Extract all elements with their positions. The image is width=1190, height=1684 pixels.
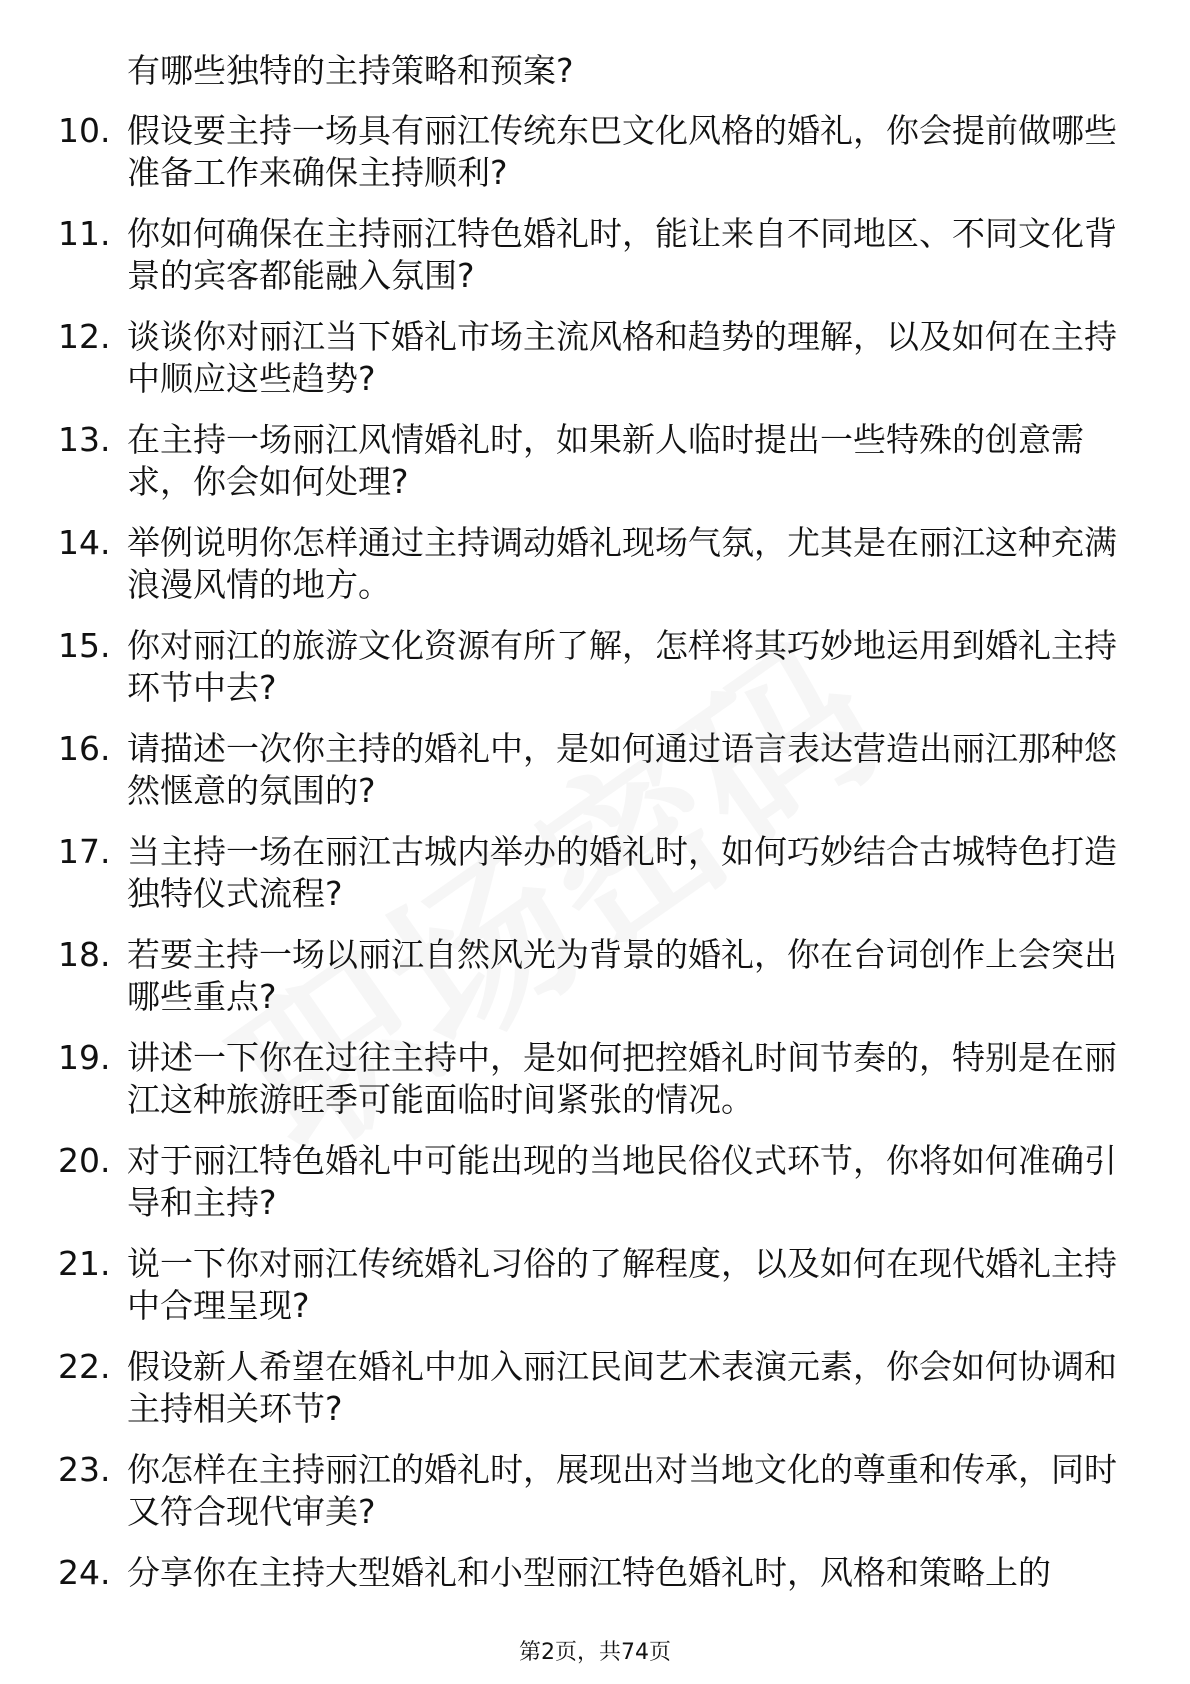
question-text: 当主持一场在丽江古城内举办的婚礼时，如何巧妙结合古城特色打造独特仪式流程? xyxy=(127,832,1117,913)
question-text: 讲述一下你在过往主持中，是如何把控婚礼时间节奏的，特别是在丽江这种旅游旺季可能面临时间紧张的情况。 xyxy=(127,1038,1117,1119)
question-text: 你如何确保在主持丽江特色婚礼时，能让来自不同地区、不同文化背景的宾客都能融入氛围? xyxy=(127,214,1117,295)
question-number: 18. xyxy=(58,935,111,974)
question-text: 你对丽江的旅游文化资源有所了解，怎样将其巧妙地运用到婚礼主持环节中去? xyxy=(127,626,1117,707)
question-number: 17. xyxy=(58,832,111,871)
question-number: 22. xyxy=(58,1347,111,1386)
question-number: 13. xyxy=(58,420,111,459)
question-text: 你怎样在主持丽江的婚礼时，展现出对当地文化的尊重和传承，同时又符合现代审美? xyxy=(127,1450,1117,1531)
question-number: 11. xyxy=(58,214,111,253)
question-text: 分享你在主持大型婚礼和小型丽江特色婚礼时，风格和策略上的 xyxy=(127,1553,1051,1592)
list-item xyxy=(0,213,1190,316)
list-item xyxy=(0,831,1190,934)
list-item xyxy=(0,728,1190,831)
question-number: 23. xyxy=(58,1450,111,1489)
question-text: 说一下你对丽江传统婚礼习俗的了解程度，以及如何在现代婚礼主持中合理呈现? xyxy=(127,1244,1117,1325)
list-item xyxy=(0,1140,1190,1243)
question-text: 请描述一次你主持的婚礼中，是如何通过语言表达营造出丽江那种悠然惬意的氛围的? xyxy=(127,729,1117,810)
question-text: 举例说明你怎样通过主持调动婚礼现场气氛，尤其是在丽江这种充满浪漫风情的地方。 xyxy=(127,523,1117,604)
list-item xyxy=(0,1243,1190,1346)
question-number: 14. xyxy=(58,523,111,562)
question-text: 假设新人希望在婚礼中加入丽江民间艺术表演元素，你会如何协调和主持相关环节? xyxy=(127,1347,1117,1428)
question-list xyxy=(0,110,1190,1655)
question-text: 在主持一场丽江风情婚礼时，如果新人临时提出一些特殊的创意需求，你会如何处理? xyxy=(127,420,1084,501)
question-number: 15. xyxy=(58,626,111,665)
question-number: 19. xyxy=(58,1038,111,1077)
continued-question-text: 有哪些独特的主持策略和预案? xyxy=(127,51,574,90)
list-item xyxy=(0,316,1190,419)
question-text: 对于丽江特色婚礼中可能出现的当地民俗仪式环节，你将如何准确引导和主持? xyxy=(127,1141,1117,1222)
list-item xyxy=(0,1346,1190,1449)
question-number: 16. xyxy=(58,729,111,768)
list-item xyxy=(0,522,1190,625)
list-item xyxy=(0,419,1190,522)
question-number: 20. xyxy=(58,1141,111,1180)
question-number: 10. xyxy=(58,111,111,150)
list-item xyxy=(0,625,1190,728)
page-footer: 第2页，共74页 xyxy=(519,1640,671,1665)
question-number: 21. xyxy=(58,1244,111,1283)
question-text: 谈谈你对丽江当下婚礼市场主流风格和趋势的理解，以及如何在主持中顺应这些趋势? xyxy=(127,317,1117,398)
list-item xyxy=(0,1037,1190,1140)
question-text: 若要主持一场以丽江自然风光为背景的婚礼，你在台词创作上会突出哪些重点? xyxy=(127,935,1117,1016)
question-number: 12. xyxy=(58,317,111,356)
question-number: 24. xyxy=(58,1553,111,1592)
list-item xyxy=(0,110,1190,213)
question-text: 假设要主持一场具有丽江传统东巴文化风格的婚礼，你会提前做哪些准备工作来确保主持顺利? xyxy=(127,111,1117,192)
list-item xyxy=(0,1449,1190,1552)
list-item xyxy=(0,934,1190,1037)
